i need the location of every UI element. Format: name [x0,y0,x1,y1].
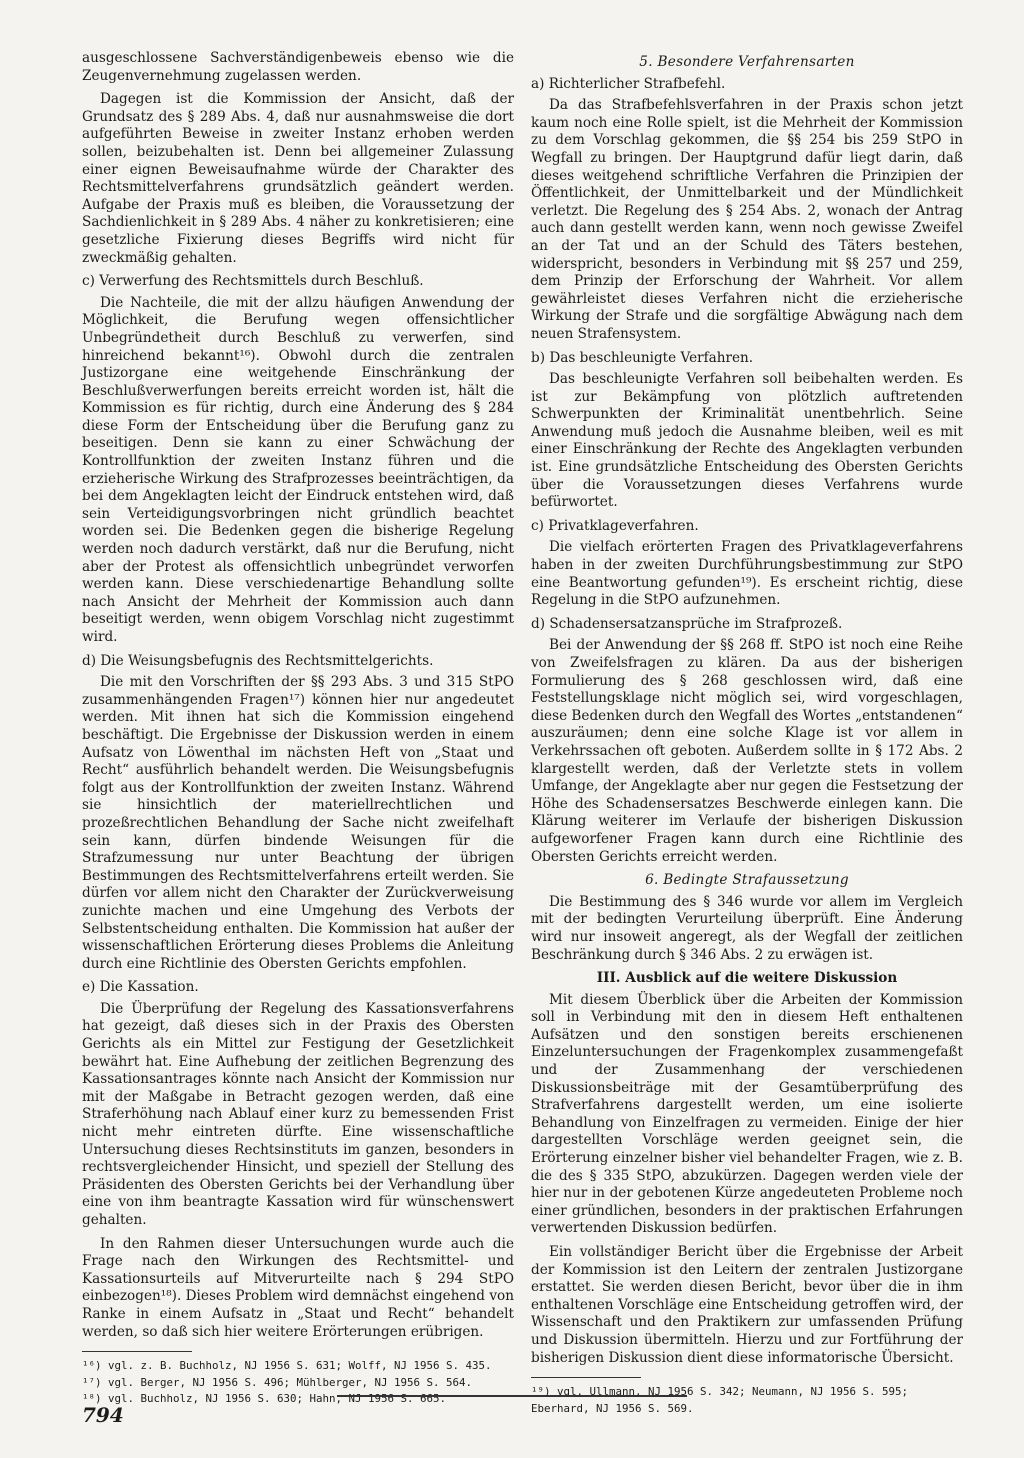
section-heading: 6. Bedingte Strafaussetzung [645,872,849,889]
chapter-heading: III. Ausblick auf die weitere Diskussion [596,970,898,987]
paragraph: Bei der Anwendung der §§ 268 ff. StPO ist noch eine Reihe von Zweifelsfragen zu klären. Da aus der bisherigen Formulierung des § 268 geschlossen wird, daß eine Feststellungsklage nicht möglich sei, wird vorgeschlagen, diese Bedenken durch den Wegfall des Wortes „entstandenen“ auszuräumen; denn eine solche Klage ist vor allem in Verkehrssachen oft geboten. Außerdem sollte in § 172 Abs. 2 klargestellt werden, daß der Verletzte stets in vollem Umfange, der Angeklagte aber nur gegen die Festsetzung der Höhe des Schadensersatzes Beschwerde einlegen kann. Die Klärung weiterer im Verlaufe der bisherigen Diskussion aufgeworfener Fragen kann durch eine Richtlinie des Obersten Gerichts erreicht werden. [531,637,963,865]
subsection-heading: a) Richterlicher Strafbefehl. [531,75,726,92]
paragraph: Die Bestimmung des § 346 wurde vor allem im Vergleich mit der bedingten Verurteilung überprüft. Eine Änderung wird nur insoweit angeregt, als der Wegfall der zeitlichen Beschränkung durch § 346 Abs. 2 zu erwägen ist. [531,893,963,963]
footnote-divider [531,1377,641,1378]
footnote-18: ¹⁸) vgl. Buchholz, NJ 1956 S. 630; Hahn, NJ 1956 S. 665. [82,1392,447,1406]
left-column [82,50,514,1408]
section-heading: 5. Besondere Verfahrensarten [639,54,855,70]
subsection-heading: e) Die Kassation. [82,979,199,996]
subsection-heading: d) Die Weisungsbefugnis des Rechtsmittelgerichts. [82,652,434,669]
footnote-divider [82,1351,192,1352]
paragraph: Da das Strafbefehlsverfahren in der Praxis schon jetzt kaum noch eine Rolle spielt, ist die Mehrheit der Kommission zu dem Vorschlag gekommen, die §§ 254 bis 259 StPO in Wegfall zu bringen. Der Hauptgrund dafür liegt darin, daß dieses weitgehend schriftliche Verfahren die Prinzipien der Öffentlichkeit, der Unmittelbarkeit und der Mündlichkeit verletzt. Die Regelung des § 254 Abs. 2, wonach der Antrag auch dann gestellt werden kann, wenn noch gewisse Zweifel an der Tat und an der Schuld des Täters bestehen, widerspricht, besonders in Verbindung mit §§ 257 und 259, dem Prinzip der Erforschung der Wahrheit. Vor allem gewährleistet dieses Verfahren nicht die erzieherische Wirkung der Strafe und die sorgfältige Abwägung nach dem neuen Strafensystem. [531,97,963,342]
paragraph: Dagegen ist die Kommission der Ansicht, daß der Grundsatz des § 289 Abs. 4, daß nur ausnahmsweise die dort aufgeführten Beweise in zweiter Instanz erhoben werden sollen, beizubehalten ist. Denn bei allgemeiner Zulassung einer eignen Beweisaufnahme würde der Charakter des Rechtsmittelverfahrens grundsätzlich geändert werden. Aufgabe der Praxis muß es bleiben, die Voraussetzung der Sachdienlichkeit in § 289 Abs. 4 näher zu konkretisieren; eine gesetzliche Fixierung dieses Begriffs wird nicht für zweckmäßig gehalten. [82,91,514,266]
page-bottom-rule [337,1395,687,1397]
paragraph: ausgeschlossene Sachverständigenbeweis ebenso wie die Zeugenvernehmung zugelassen werden. [82,50,514,84]
paragraph: Das beschleunigte Verfahren soll beibehalten werden. Es ist zur Bekämpfung von plötzlich auftretenden Schwerpunkten der Kriminalität unentbehrlich. Seine Anwendung muß jedoch die Ausnahme bleiben, weil es mit einer Einschränkung der Rechte des Angeklagten verbunden ist. Eine grundsätzliche Entscheidung des Obersten Gerichts über die Voraussetzungen dieses Verfahrens wurde befürwortet. [531,371,963,511]
footnote-16: ¹⁶) vgl. z. B. Buchholz, NJ 1956 S. 631; Wolff, NJ 1956 S. 435. [82,1359,492,1373]
page-number: 794 [82,1403,124,1427]
paragraph: Ein vollständiger Bericht über die Ergebnisse der Arbeit der Kommission ist den Leitern der zentralen Justizorgane erstattet. Sie werden diesen Bericht, bevor über die in ihm enthaltenen Vorschläge eine Entscheidung getroffen wird, der Wissenschaft und den Praktikern zur umfassenden Prüfung und Diskussion übermitteln. Hierzu und zur Fortführung der bisherigen Diskussion dient diese informatorische Übersicht. [531,1244,963,1366]
right-column [531,50,963,1417]
paragraph: Die vielfach erörterten Fragen des Privatklageverfahrens haben in der zweiten Durchführungsbestimmung zur StPO eine Beantwortung gefunden¹⁹). Es erscheint richtig, diese Regelung in die StPO aufzunehmen. [531,539,963,609]
subsection-heading: c) Privatklageverfahren. [531,517,699,534]
paragraph: Die Nachteile, die mit der allzu häufigen Anwendung der Möglichkeit, die Berufung wegen offensichtlicher Unbegründetheit durch Beschluß zu verwerfen, sind hinreichend bekannt¹⁶). Obwohl durch die zentralen Justizorgane eine weitgehende Einschränkung der Beschlußverwerfungen bereits erreicht worden ist, hält die Kommission es für richtig, durch eine Änderung des § 284 diese Form der Entscheidung über die Berufung ganz zu beseitigen. Denn sie kann zu einer Schwächung der Kontrollfunktion der zweiten Instanz führen und die erzieherische Wirkung des Strafprozesses beeinträchtigen, da bei dem Angeklagten leicht der Eindruck entstehen wird, daß sein Verteidigungsvorbringen nicht gründlich beachtet worden sei. Die Bedenken gegen die bisherige Regelung werden noch dadurch verstärkt, daß nur die Berufung, nicht aber der Protest als offensichtlich unbegründet verworfen werden kann. Diese verschiedenartige Behandlung sollte nach Ansicht der Mehrheit der Kommission auch dann beseitigt werden, wenn obigem Vorschlag nicht zugestimmt wird. [82,294,514,645]
footnote-17: ¹⁷) vgl. Berger, NJ 1956 S. 496; Mühlberger, NJ 1956 S. 564. [82,1375,473,1389]
footnote-19: ¹⁹) vgl. Ullmann, NJ 1956 S. 342; Neumann, NJ 1956 S. 595; Eberhard, NJ 1956 S. 569. [531,1385,909,1415]
subsection-heading: b) Das beschleunigte Verfahren. [531,349,754,366]
paragraph: Die mit den Vorschriften der §§ 293 Abs. 3 und 315 StPO zusammenhängenden Fragen¹⁷) können hier nur angedeutet werden. Mit ihnen hat sich die Kommission eingehend beschäftigt. Die Ergebnisse der Diskussion werden in einem Aufsatz von Löwenthal im nächsten Heft von „Staat und Recht“ ausführlich behandelt werden. Die Weisungsbefugnis folgt aus der Kontrollfunktion der zweiten Instanz. Während sie hinsichtlich der materiellrechtlichen und prozeßrechtlichen Behandlung der Sache nicht zweifelhaft sein kann, dürfen bindende Weisungen für die Strafzumessung nur unter Beachtung der übrigen Bestimmungen des Rechtsmittelverfahrens erteilt werden. Sie dürfen vor allem nicht den Charakter der Zurückverweisung zunichte machen und eine Umgehung des Verbots der Selbstentscheidung enthalten. Die Kommission hat außer der wissenschaftlichen Erörterung dieses Problems die Anleitung durch eine Richtlinie des Obersten Gerichts empfohlen. [82,674,514,972]
subsection-heading: c) Verwerfung des Rechtsmittels durch Beschluß. [82,273,424,290]
paragraph: Die Überprüfung der Regelung des Kassationsverfahrens hat gezeigt, daß dieses sich in der Praxis des Obersten Gerichts als ein Mittel zur Festigung der Gesetzlichkeit bewährt hat. Eine Aufhebung der zeitlichen Begrenzung des Kassationsantrages könnte nach Ansicht der Kommission nur mit der Maßgabe in Betracht gezogen werden, daß eine Straferhöhung nach Ablauf einer kurz zu bemessenden Frist nicht mehr eintreten dürfte. Eine wissenschaftliche Untersuchung dieses Rechtsinstituts im ganzen, besonders in rechtsvergleichender Hinsicht, und speziell der Stellung des Präsidenten des Obersten Gerichts bei der Verhandlung über eine von ihm beantragte Kassation wird für wünschenswert gehalten. [82,1000,514,1228]
paragraph: Mit diesem Überblick über die Arbeiten der Kommission soll in Verbindung mit den in diesem Heft enthaltenen Aufsätzen und den sonstigen bereits erschienenen Einzeluntersuchungen der Fragenkomplex zusammengefaßt und der Zusammenhang der verschiedenen Diskussionsbeiträge mit der Gesamtüberprüfung des Strafverfahrens dargestellt werden, um eine isolierte Behandlung von Einzelfragen zu vermeiden. Einige der hier dargestellten Vorschläge werden geeignet sein, die Erörterung einzelner bisher viel behandelter Fragen, wie z. B. die des § 335 StPO, abzukürzen. Dagegen werden viele der hier nur in der gebotenen Kürze angedeuteten Probleme noch einer gründlichen, besonders in der praktischen Erfahrungen verwertenden Diskussion bedürfen. [531,991,963,1237]
paragraph: In den Rahmen dieser Untersuchungen wurde auch die Frage nach den Wirkungen des Rechtsmittel- und Kassationsurteils auf Mitverurteilte nach § 294 StPO einbezogen¹⁸). Dieses Problem wird demnächst eingehend von Ranke in einem Aufsatz in „Staat und Recht“ behandelt werden, so daß sich hier weitere Erörterungen erübrigen. [82,1235,514,1340]
subsection-heading: d) Schadensersatzansprüche im Strafprozeß. [531,615,843,632]
